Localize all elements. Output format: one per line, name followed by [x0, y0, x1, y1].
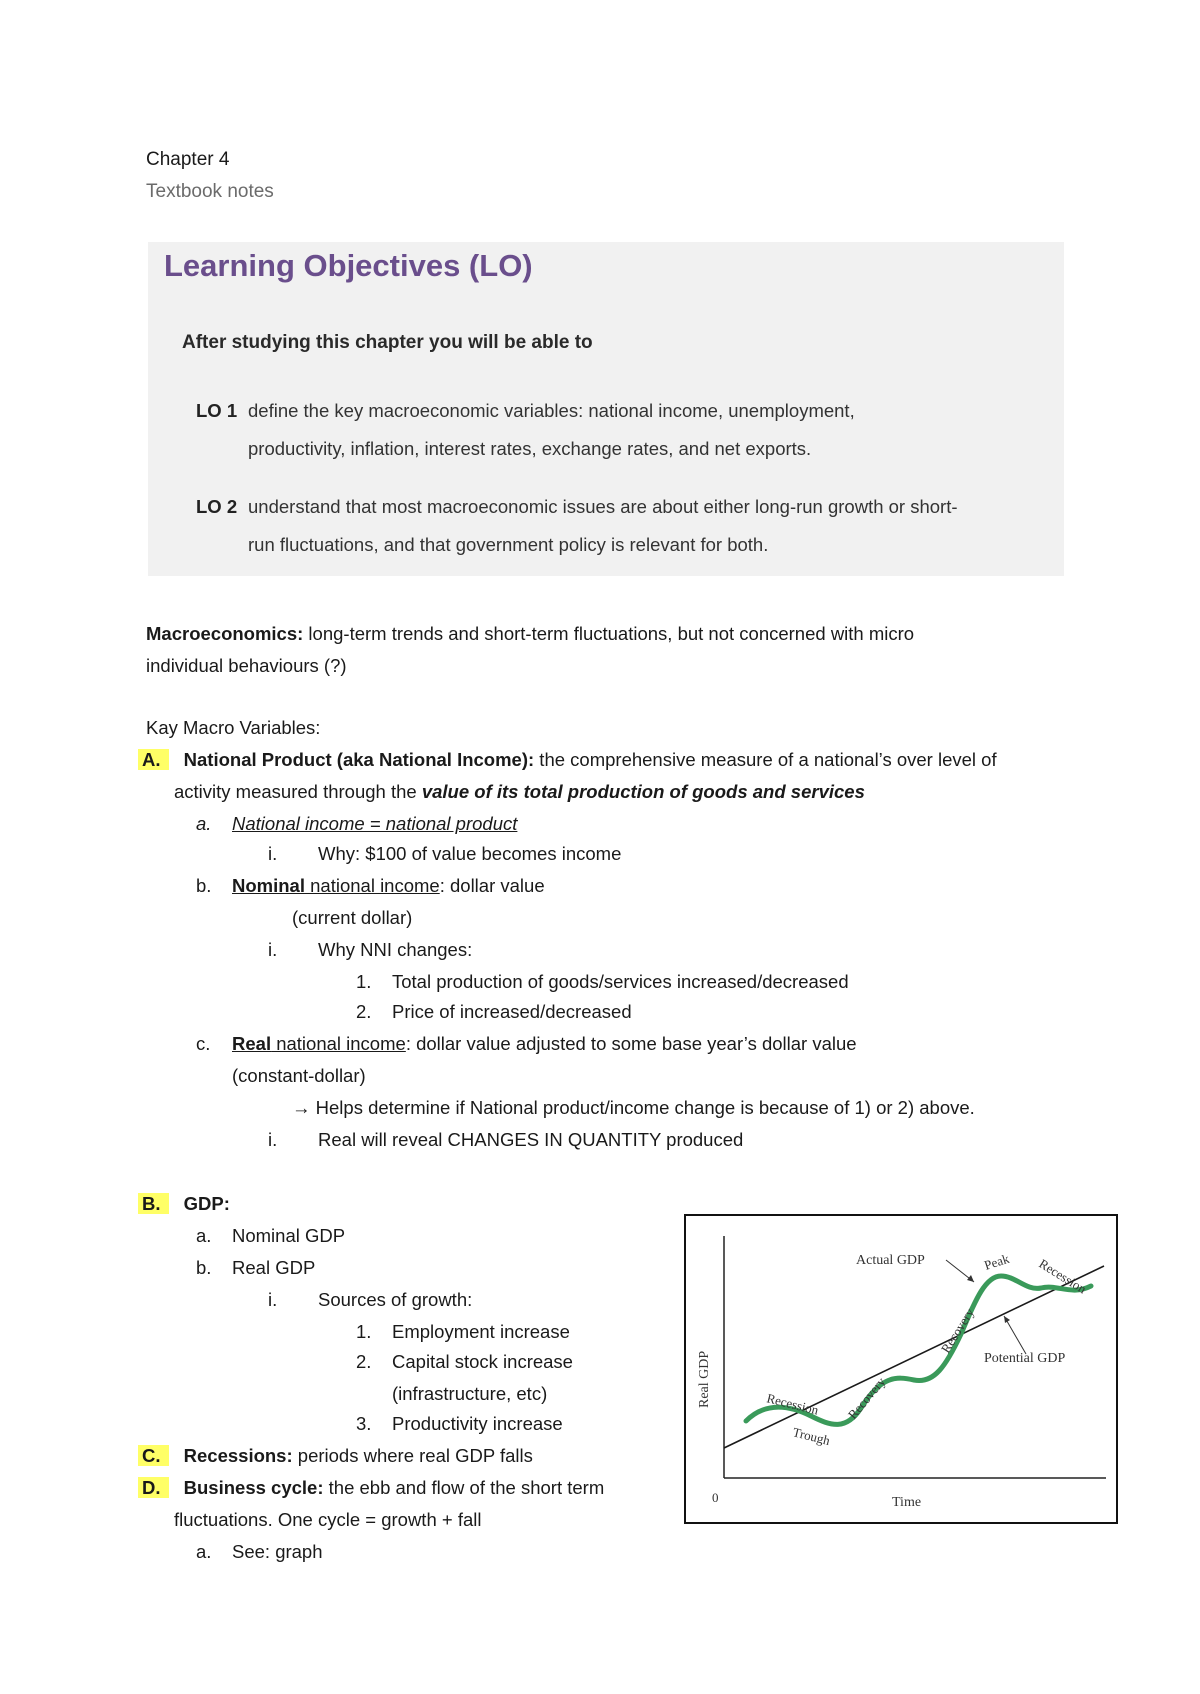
- lo-number: LO 1: [196, 400, 238, 421]
- section-text: activity measured through the: [174, 781, 422, 802]
- list-item: [356, 1412, 563, 1436]
- chapter-title: Chapter 4: [146, 149, 230, 170]
- arrow-head: [967, 1275, 974, 1282]
- actual-gdp-label: Actual GDP: [856, 1253, 925, 1268]
- list-marker: 1.: [356, 971, 372, 992]
- list-item-cont: (current dollar): [292, 907, 413, 928]
- macro-definition-cont: individual behaviours (?): [146, 655, 347, 676]
- section-text: the ebb and flow of the short term: [323, 1477, 605, 1498]
- origin-label: 0: [712, 1490, 719, 1505]
- list-marker: b.: [196, 1257, 212, 1278]
- arrow-note: → Helps determine if National product/income change is because of 1) or 2) above.: [292, 1097, 975, 1118]
- list-text: Real will reveal CHANGES IN QUANTITY produced: [318, 1129, 744, 1150]
- list-text: : dollar value: [439, 875, 545, 896]
- potential-gdp-label: Potential GDP: [984, 1351, 1066, 1366]
- list-marker: a.: [196, 1225, 212, 1246]
- list-item-cont: (infrastructure, etc): [392, 1383, 548, 1404]
- section-letter: B.: [138, 1193, 169, 1214]
- list-item: [196, 1540, 323, 1564]
- list-item: [268, 938, 472, 962]
- list-text: See: graph: [232, 1541, 323, 1562]
- list-item: [356, 1320, 570, 1344]
- section-term: National Product (aka National Income):: [183, 749, 535, 770]
- list-marker: i.: [268, 1129, 278, 1150]
- list-item: [196, 874, 545, 898]
- list-marker: a.: [196, 1541, 212, 1562]
- list-text: Why: $100 of value becomes income: [318, 843, 622, 864]
- list-item-cont: (constant-dollar): [232, 1065, 366, 1086]
- learning-objectives-box: [148, 242, 1064, 576]
- list-marker: a.: [196, 813, 212, 834]
- x-axis-label: Time: [892, 1495, 922, 1510]
- list-text: : dollar value adjusted to some base year’s dollar value: [405, 1033, 857, 1054]
- list-marker: c.: [196, 1033, 211, 1054]
- term-rest: national income: [271, 1033, 406, 1054]
- business-cycle-graph: [684, 1214, 1118, 1524]
- recession-low-label: Recession: [765, 1390, 821, 1418]
- section-letter: C.: [138, 1445, 169, 1466]
- section-letter: A.: [138, 749, 169, 770]
- lo-number: LO 2: [196, 496, 238, 517]
- section-emphasis: value of its total production of goods and services: [421, 781, 865, 802]
- list-marker: i.: [268, 843, 278, 864]
- section-letter: D.: [138, 1477, 169, 1498]
- term-rest: national income: [304, 875, 440, 896]
- list-marker: 2.: [356, 1001, 372, 1022]
- section-d: [138, 1476, 604, 1500]
- section-term: GDP:: [183, 1193, 230, 1214]
- lo-text-cont: run fluctuations, and that government policy is relevant for both.: [248, 534, 769, 555]
- list-text: Employment increase: [392, 1321, 570, 1342]
- list-text: Why NNI changes:: [318, 939, 473, 960]
- list-text: Real GDP: [232, 1257, 316, 1278]
- section-b: [138, 1192, 230, 1216]
- macro-term: Macroeconomics:: [146, 623, 304, 644]
- list-marker: i.: [268, 1289, 278, 1310]
- macro-definition: [146, 622, 914, 646]
- list-item: [196, 1256, 315, 1280]
- list-item: [356, 1000, 632, 1024]
- potential-gdp-pointer: [1004, 1316, 1026, 1354]
- lo-text-cont: productivity, inflation, interest rates, exchange rates, and net exports.: [248, 438, 812, 459]
- list-text: Total production of goods/services increased/decreased: [392, 971, 849, 992]
- list-text: Nominal GDP: [232, 1225, 346, 1246]
- section-term: Business cycle:: [183, 1477, 324, 1498]
- trough-label: Trough: [791, 1424, 832, 1449]
- section-a-cont: [174, 780, 865, 804]
- term-bold: Nominal: [232, 875, 305, 896]
- peak-label: Peak: [982, 1250, 1011, 1273]
- list-item: [268, 1128, 743, 1152]
- list-item: [196, 812, 517, 836]
- graph-svg: [686, 1216, 1116, 1522]
- section-c: [138, 1444, 533, 1468]
- list-item: [268, 842, 621, 866]
- term-bold: Real: [232, 1033, 272, 1054]
- lo-intro: After studying this chapter you will be able to: [182, 332, 593, 353]
- list-text: National income = national product: [232, 813, 518, 834]
- recovery-low-label: Recovery: [844, 1374, 889, 1422]
- macro-text: long-term trends and short-term fluctuations, but not concerned with micro: [303, 623, 915, 644]
- lo-title: Learning Objectives (LO): [164, 248, 533, 283]
- list-item: [196, 1032, 857, 1056]
- lo-text: define the key macroeconomic variables: national income, unemployment,: [248, 400, 855, 421]
- recovery-top-label: Recovery: [937, 1305, 977, 1356]
- list-marker: 2.: [356, 1351, 372, 1372]
- list-item: [356, 970, 849, 994]
- list-marker: 3.: [356, 1413, 372, 1434]
- section-text: periods where real GDP falls: [292, 1445, 533, 1466]
- list-text: Capital stock increase: [392, 1351, 573, 1372]
- list-text: Sources of growth:: [318, 1289, 473, 1310]
- section-term: Recessions:: [183, 1445, 293, 1466]
- section-a: [138, 748, 997, 772]
- list-item: [196, 1224, 345, 1248]
- recession-top-label: Recession: [1036, 1255, 1090, 1297]
- y-axis-label: Real GDP: [697, 1350, 712, 1408]
- lo-item: [196, 392, 855, 430]
- list-marker: b.: [196, 875, 212, 896]
- section-text: the comprehensive measure of a national’s over level of: [534, 749, 997, 770]
- page-subtitle: Textbook notes: [146, 181, 274, 202]
- list-item: [356, 1350, 573, 1374]
- list-marker: 1.: [356, 1321, 372, 1342]
- section-d-cont: fluctuations. One cycle = growth + fall: [174, 1509, 482, 1530]
- list-text: Price of increased/decreased: [392, 1001, 632, 1022]
- lo-item: [196, 488, 958, 526]
- key-variables-heading: Kay Macro Variables:: [146, 717, 321, 738]
- list-item: [268, 1288, 472, 1312]
- list-marker: i.: [268, 939, 278, 960]
- list-text: Productivity increase: [392, 1413, 563, 1434]
- lo-text: understand that most macroeconomic issues are about either long-run growth or short-: [248, 496, 958, 517]
